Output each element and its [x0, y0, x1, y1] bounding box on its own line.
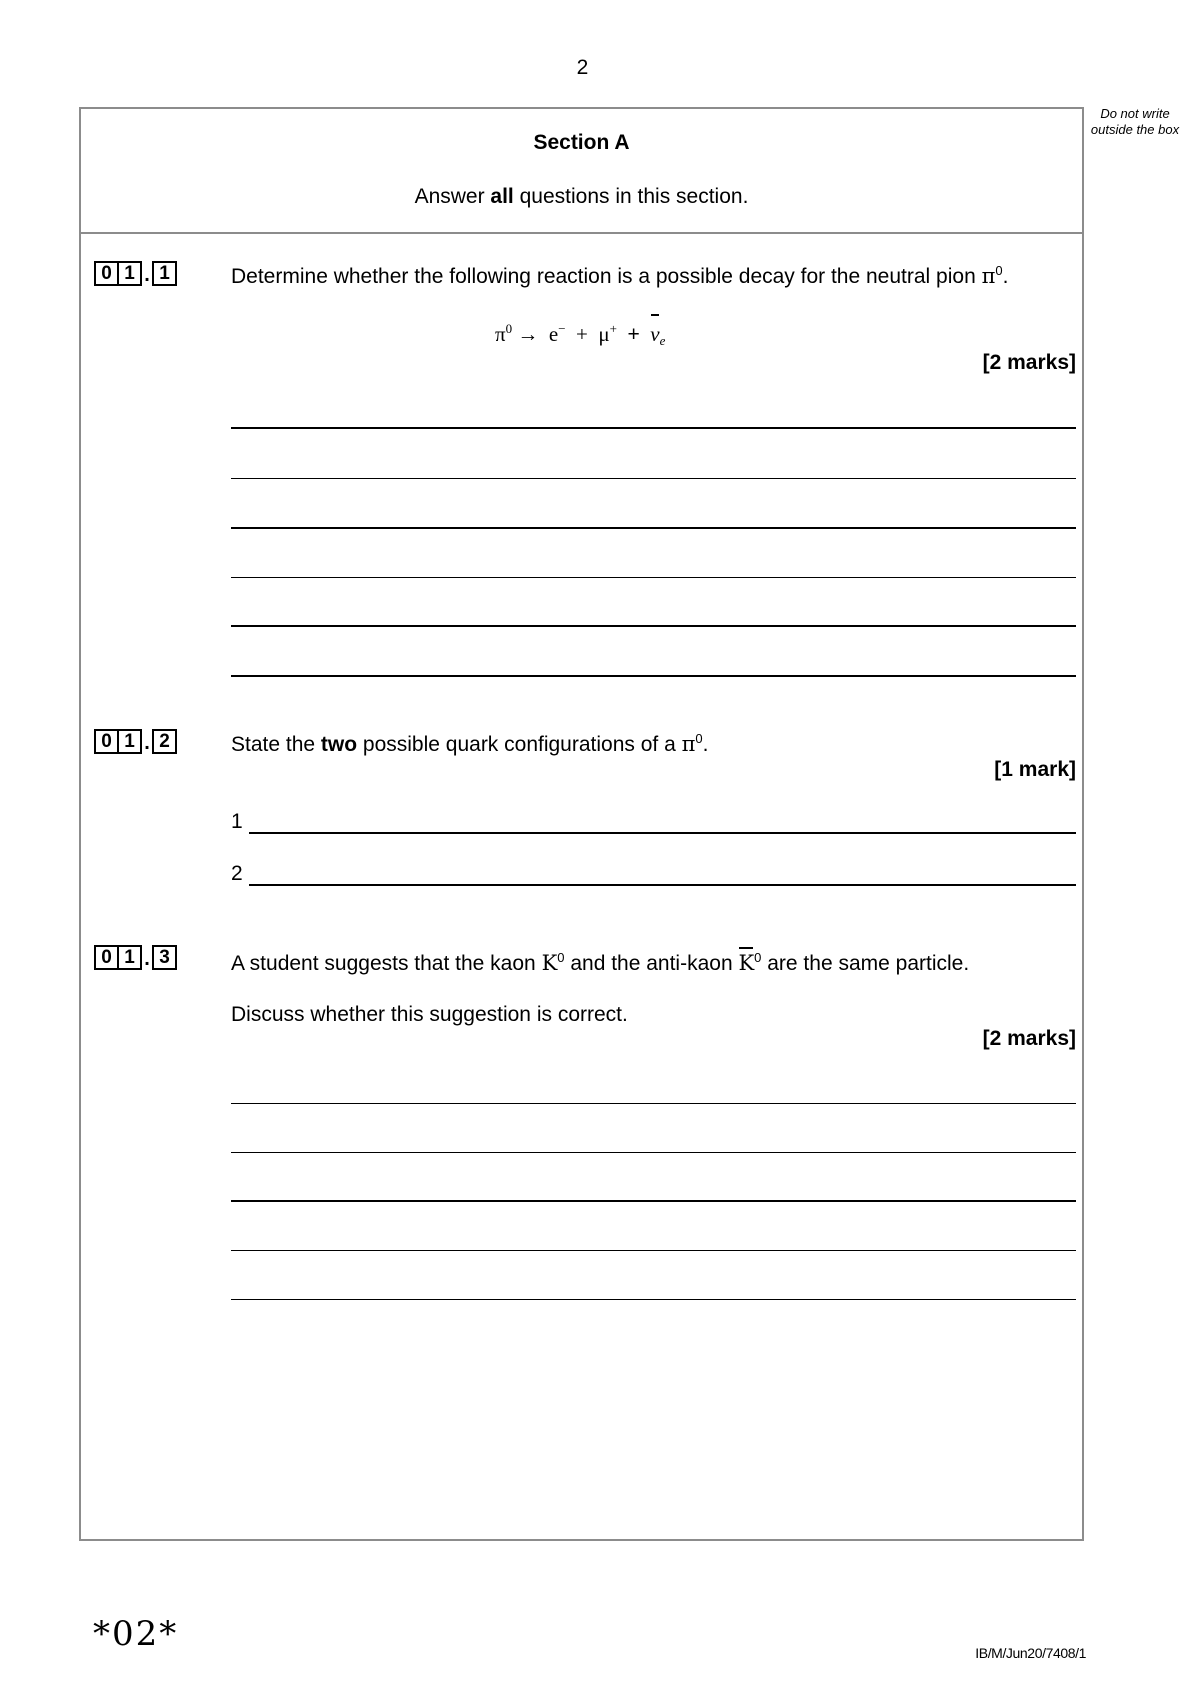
page-barcode: *02*: [93, 1614, 179, 1654]
answer-line[interactable]: [231, 1299, 1076, 1300]
section-divider: [79, 232, 1084, 234]
question-text-01-3: [231, 950, 969, 977]
answer-line[interactable]: [231, 1152, 1076, 1153]
question-digit: 3: [152, 945, 177, 970]
page-number: 2: [576, 56, 589, 79]
question-dot: .: [144, 948, 150, 970]
instruction-pre: Answer: [414, 185, 491, 208]
text-mid: and the anti-kaon: [564, 952, 739, 975]
eq-arrow: →: [517, 322, 539, 346]
text-pre: State the: [231, 733, 321, 756]
marks-01-3: [2 marks]: [982, 1027, 1076, 1050]
question-text-01-3-discuss: Discuss whether this suggestion is correct.: [231, 1003, 628, 1026]
antikaon-symbol: K: [738, 951, 755, 975]
eq-pion: π: [495, 322, 506, 346]
section-title: Section A: [533, 131, 630, 154]
text-post: are the same particle.: [761, 952, 970, 975]
pion-sup: 0: [995, 263, 1003, 278]
eq-electron-sup: −: [558, 321, 566, 336]
kaon-symbol: K: [541, 951, 558, 975]
answer-label-1: 1: [231, 810, 243, 833]
question-dot: .: [144, 732, 150, 754]
question-number-01-2: [94, 729, 177, 753]
question-digit: 0: [94, 945, 119, 970]
answer-line[interactable]: [231, 675, 1076, 677]
answer-line[interactable]: [231, 577, 1076, 578]
question-digit: 1: [119, 729, 142, 754]
answer-line[interactable]: [231, 1103, 1076, 1104]
text-mid: possible quark configurations of a: [357, 733, 682, 756]
eq-plus: +: [627, 323, 640, 346]
answer-line[interactable]: [231, 625, 1076, 627]
question-text-01-1: [231, 263, 1008, 290]
question-digit: 1: [152, 261, 177, 286]
question-digit: 0: [94, 261, 119, 286]
footer-code: IB/M/Jun20/7408/1: [975, 1645, 1086, 1661]
eq-electron: e: [548, 322, 559, 346]
text-pre: Determine whether the following reaction is a possible decay for the neutral pion: [231, 265, 982, 288]
question-number-01-1: [94, 261, 177, 285]
marks-01-2: [1 mark]: [994, 758, 1076, 781]
eq-plus: +: [576, 322, 588, 346]
eq-muon-sup: +: [609, 321, 617, 336]
text-bold: two: [320, 733, 358, 756]
pion-sup: 0: [695, 731, 703, 746]
instruction-post: questions in this section.: [513, 185, 749, 208]
pion-symbol: π: [681, 732, 696, 756]
pion-symbol: π: [981, 264, 996, 288]
kaon-sup: 0: [557, 950, 565, 965]
text-pre: A student suggests that the kaon: [231, 952, 542, 975]
answer-line[interactable]: [231, 1250, 1076, 1251]
section-instruction: [79, 185, 1084, 209]
question-text-01-2: [231, 731, 708, 758]
answer-label-2: 2: [231, 862, 243, 885]
question-digit: 1: [119, 261, 142, 286]
eq-muon: μ: [598, 322, 610, 346]
text-post: .: [702, 733, 709, 756]
question-number-01-3: [94, 945, 177, 969]
margin-note: Do not write outside the box: [1090, 106, 1180, 137]
answer-line[interactable]: [231, 1200, 1076, 1202]
eq-antineutrino-sub: e: [659, 333, 666, 348]
answer-line[interactable]: [231, 478, 1076, 479]
marks-01-1: [2 marks]: [982, 351, 1076, 374]
antikaon-sup: 0: [754, 950, 762, 965]
answer-line-2[interactable]: [249, 884, 1076, 886]
eq-antineutrino: ν: [650, 322, 660, 346]
instruction-bold: all: [490, 185, 514, 208]
question-digit: 2: [152, 729, 177, 754]
question-digit: 0: [94, 729, 119, 754]
answer-line[interactable]: [231, 427, 1076, 429]
eq-pion-sup: 0: [505, 321, 513, 336]
decay-equation: [495, 322, 665, 349]
question-dot: .: [144, 264, 150, 286]
question-digit: 1: [119, 945, 142, 970]
answer-line[interactable]: [231, 527, 1076, 529]
answer-line-1[interactable]: [249, 832, 1076, 834]
text-post: .: [1002, 265, 1009, 288]
